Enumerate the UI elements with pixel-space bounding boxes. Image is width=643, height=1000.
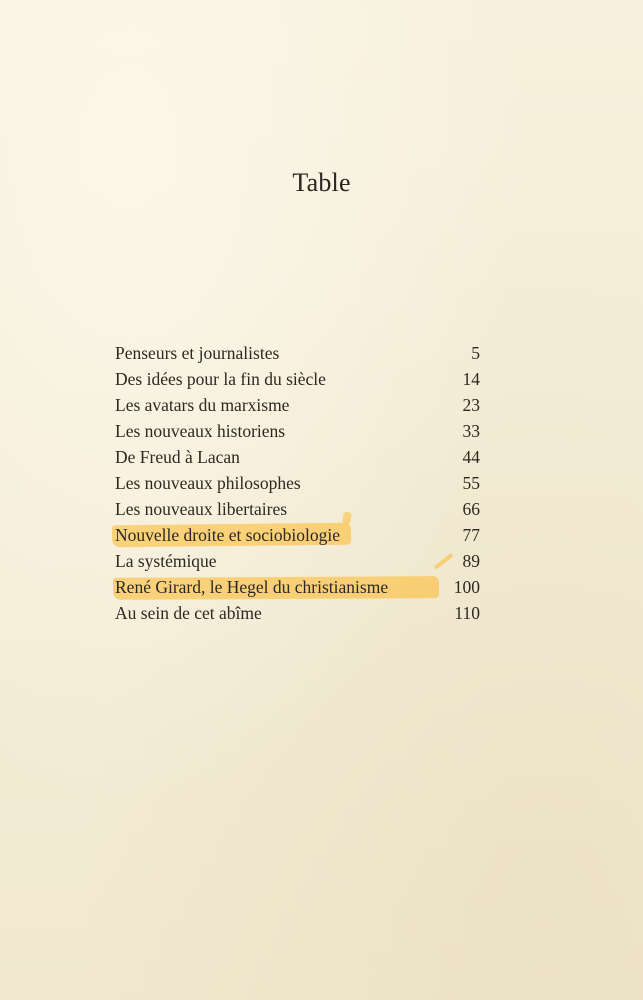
table-of-contents bbox=[115, 340, 480, 626]
toc-entry-title: Les nouveaux historiens bbox=[115, 421, 286, 441]
toc-entry-page: 77 bbox=[462, 525, 480, 545]
toc-entry-title: Les nouveaux philosophes bbox=[115, 473, 301, 493]
toc-entry-page: 5 bbox=[471, 343, 480, 363]
toc-entry bbox=[115, 366, 480, 392]
toc-entry-title: La systémique bbox=[115, 551, 217, 571]
toc-entry bbox=[115, 392, 480, 418]
toc-entry-title: Au sein de cet abîme bbox=[115, 603, 262, 623]
toc-entry-page: 44 bbox=[462, 447, 480, 467]
toc-entry-title: Nouvelle droite et sociobiologie bbox=[115, 525, 341, 545]
toc-entry bbox=[115, 548, 480, 574]
page-title: Table bbox=[292, 168, 351, 197]
toc-entry-title: Les nouveaux libertaires bbox=[115, 499, 288, 519]
toc-entry bbox=[115, 444, 480, 470]
toc-entry-page: 66 bbox=[462, 499, 480, 519]
toc-entry-page: 14 bbox=[462, 369, 480, 389]
toc-entry-title: De Freud à Lacan bbox=[115, 447, 240, 467]
toc-entry bbox=[115, 340, 480, 366]
toc-entry-page: 55 bbox=[462, 473, 480, 493]
toc-entry-title: René Girard, le Hegel du christianisme bbox=[115, 577, 389, 597]
toc-entry-title: Penseurs et journalistes bbox=[115, 343, 280, 363]
toc-entry-highlighted bbox=[115, 574, 480, 600]
toc-entry-highlighted bbox=[115, 522, 480, 548]
toc-entry-page: 110 bbox=[454, 603, 480, 623]
toc-entry-page: 33 bbox=[462, 421, 480, 441]
toc-entry bbox=[115, 470, 480, 496]
toc-entry bbox=[115, 418, 480, 444]
toc-entry-title: Des idées pour la fin du siècle bbox=[115, 369, 326, 389]
toc-entry-title: Les avatars du marxisme bbox=[115, 395, 290, 415]
toc-entry-page: 89 bbox=[462, 551, 480, 571]
toc-entry bbox=[115, 600, 480, 626]
toc-entry-page: 23 bbox=[462, 395, 480, 415]
toc-entry bbox=[115, 496, 480, 522]
toc-entry-page: 100 bbox=[453, 577, 480, 597]
highlighter-mark-tail bbox=[342, 512, 352, 525]
